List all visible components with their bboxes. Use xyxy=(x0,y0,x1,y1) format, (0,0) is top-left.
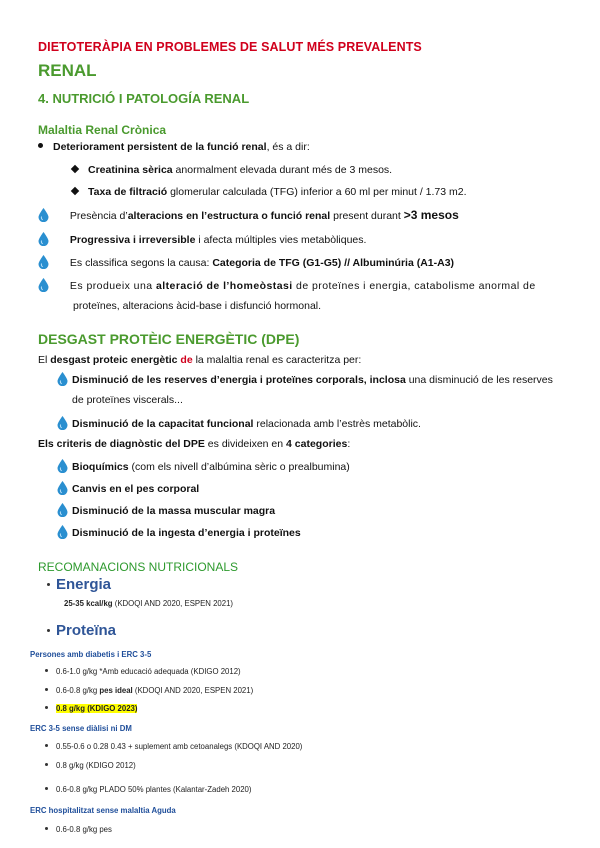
section-heading: 4. NUTRICIÓ I PATOLOGÍA RENAL xyxy=(38,91,250,106)
bullet-dot-icon xyxy=(47,583,50,586)
bullet-dot-icon xyxy=(38,143,43,148)
dpe-item-1-line2: de proteïnes viscerals... xyxy=(72,394,183,406)
diamond-bullet-icon xyxy=(71,165,79,173)
dpe-criteria-3: Disminució de la massa muscular magra xyxy=(57,503,275,517)
dpe-criteria-2: Canvis en el pes corporal xyxy=(57,481,199,495)
rec-group-3-title: ERC hospitalitzat sense malaltia Aguda xyxy=(30,806,176,815)
mrc-drop-item-4: Es produeix una alteració de l’homeòstasi de proteïnes i energia, catabolisme anormal de xyxy=(38,278,562,292)
rec-group-2-title: ERC 3-5 sense diàlisi ni DM xyxy=(30,724,132,733)
rec-energia: Energia xyxy=(47,576,111,593)
water-drop-icon xyxy=(57,481,68,495)
rec-group-1-item-3: 0.8 g/kg (KDIGO 2023) xyxy=(45,704,137,713)
rec-group-2-item-1: 0.55-0.6 o 0.28 0.43 + suplement amb cetoanalegs (KDOQI AND 2020) xyxy=(45,742,302,751)
dpe-item-1: Disminució de les reserves d’energia i proteïnes corporals, inclosa una disminució de les reserves xyxy=(57,372,553,386)
mrc-sub-bullet-2: Taxa de filtració glomerular calculada (TFG) inferior a 60 ml per minut / 1.73 m2. xyxy=(72,186,467,198)
water-drop-icon xyxy=(38,208,49,222)
rec-group-1-item-2: 0.6-0.8 g/kg pes ideal (KDOQI AND 2020, ESPEN 2021) xyxy=(45,686,253,695)
rec-group-3-item-1: 0.6-0.8 g/kg pes xyxy=(45,825,112,834)
renal-heading: RENAL xyxy=(38,61,97,80)
water-drop-icon xyxy=(57,372,68,386)
dpe-item-2: Disminució de la capacitat funcional relacionada amb l’estrès metabòlic. xyxy=(57,416,421,430)
rec-heading: RECOMANACIONS NUTRICIONALS xyxy=(38,560,239,574)
mrc-drop-item-2: Progressiva i irreversible i afecta múltiples vies metabòliques. xyxy=(38,232,366,246)
diamond-bullet-icon xyxy=(71,187,79,195)
mrc-drop-item-1: Presència d’alteracions en l’estructura o funció renal present durant >3 mesos xyxy=(38,208,459,222)
rec-group-1-item-1: 0.6-1.0 g/kg *Amb educació adequada (KDIGO 2012) xyxy=(45,667,241,676)
rec-group-2-item-3: 0.6-0.8 g/kg PLADO 50% plantes (Kalantar-Zadeh 2020) xyxy=(45,785,251,794)
dpe-criteria-1: Bioquímics (com els nivell d’albúmina sèric o prealbumina) xyxy=(57,459,350,473)
dpe-heading: DESGAST PROTÈIC ENERGÈTIC (DPE) xyxy=(38,331,300,347)
water-drop-icon xyxy=(38,232,49,246)
dpe-intro: El desgast proteic energètic de la malaltia renal es caracteritza per: xyxy=(38,354,362,366)
mrc-drop-item-4-line2: proteïnes, alteracions àcid-base i disfunció hormonal. xyxy=(73,300,322,312)
rec-proteina: Proteïna xyxy=(47,622,116,639)
dpe-criteria-intro: Els criteris de diagnòstic del DPE es divideixen en 4 categories: xyxy=(38,438,351,450)
mrc-bullet-1: Deteriorament persistent de la funció renal, és a dir: xyxy=(38,141,310,153)
water-drop-icon xyxy=(57,525,68,539)
bullet-dot-icon xyxy=(47,629,50,632)
mrc-drop-item-3: Es classifica segons la causa: Categoria de TFG (G1-G5) // Albuminúria (A1-A3) xyxy=(38,255,454,269)
rec-group-1-title: Persones amb diabetis i ERC 3-5 xyxy=(30,650,152,659)
water-drop-icon xyxy=(38,255,49,269)
water-drop-icon xyxy=(57,503,68,517)
rec-energia-value: 25-35 kcal/kg (KDOQI AND 2020, ESPEN 2021) xyxy=(64,599,234,608)
water-drop-icon xyxy=(38,278,49,292)
main-title: DIETOTERÀPIA EN PROBLEMES DE SALUT MÉS PREVALENTS xyxy=(38,40,422,54)
dpe-criteria-4: Disminució de la ingesta d’energia i proteïnes xyxy=(57,525,301,539)
water-drop-icon xyxy=(57,459,68,473)
subsection-heading: Malaltia Renal Crònica xyxy=(38,123,167,137)
mrc-sub-bullet-1: Creatinina sèrica anormalment elevada durant més de 3 mesos. xyxy=(72,164,392,176)
water-drop-icon xyxy=(57,416,68,430)
rec-group-2-item-2: 0.8 g/kg (KDIGO 2012) xyxy=(45,761,136,770)
